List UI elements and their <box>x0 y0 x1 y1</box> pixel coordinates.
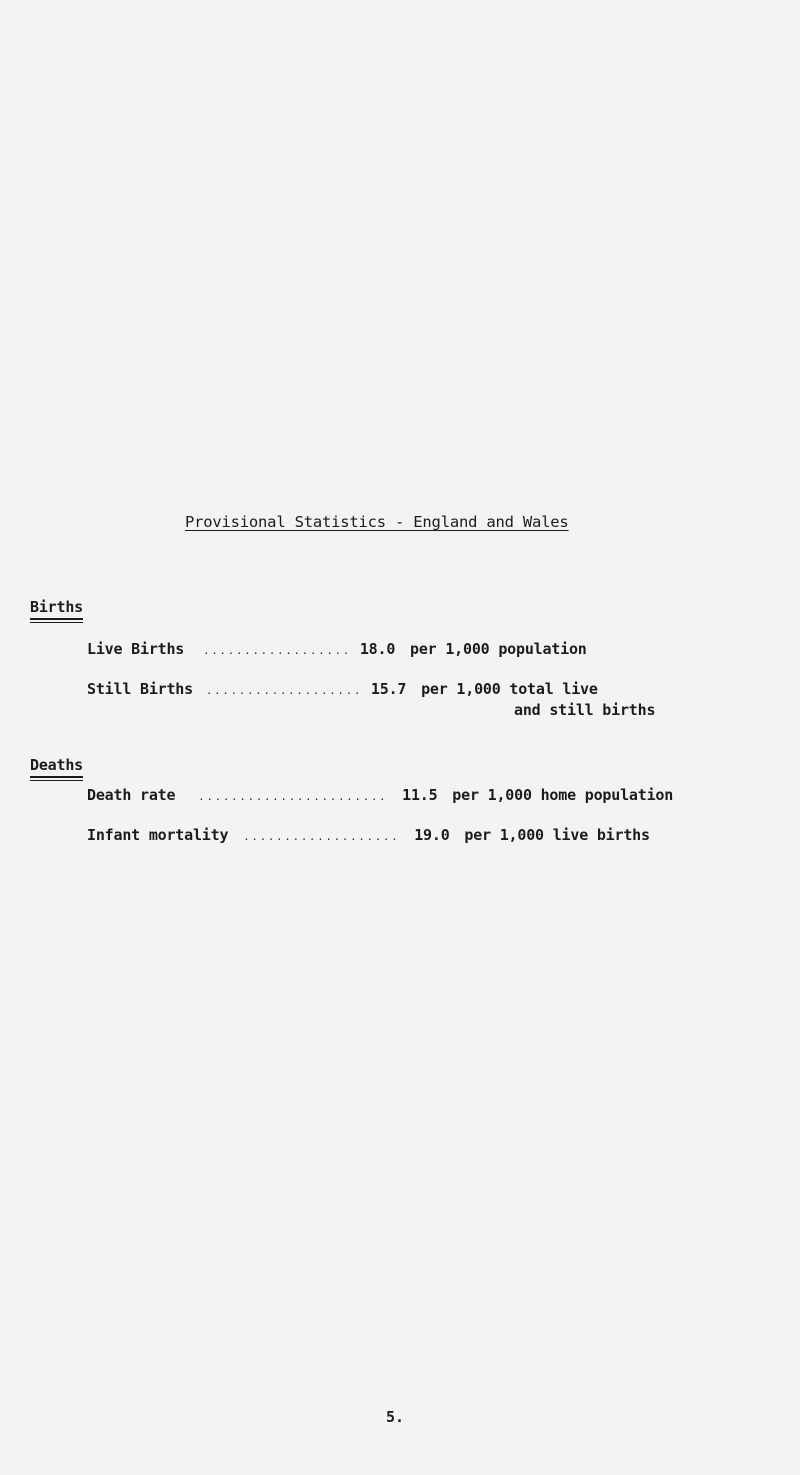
death-rate-value: 11.5 <box>402 786 438 804</box>
page-number: 5. <box>386 1408 405 1426</box>
live-births-label: Live Births <box>87 640 185 658</box>
still-births-value: 15.7 <box>370 680 407 698</box>
death-rate-leader: ....................... <box>198 790 388 803</box>
still-births-row <box>87 680 598 698</box>
live-births-leader: .................. <box>202 644 351 657</box>
infant-mortality-row <box>87 826 650 844</box>
live-births-unit: per 1,000 population <box>410 640 587 658</box>
infant-mortality-leader: ................... <box>243 830 400 843</box>
still-births-label: Still Births <box>87 680 193 698</box>
infant-mortality-label: Infant mortality <box>87 826 229 844</box>
infant-mortality-unit: per 1,000 live births <box>464 826 650 844</box>
still-births-leader: ................... <box>205 684 363 697</box>
death-rate-row <box>87 786 673 804</box>
infant-mortality-value: 19.0 <box>414 826 450 844</box>
document-title: Provisional Statistics - England and Wales <box>185 513 569 531</box>
death-rate-label: Death rate <box>87 786 176 804</box>
death-rate-unit: per 1,000 home population <box>452 786 674 804</box>
still-births-unit-line2: and still births <box>514 701 656 719</box>
still-births-unit: per 1,000 total live <box>421 680 598 698</box>
deaths-heading: Deaths <box>30 756 83 774</box>
live-births-row <box>87 640 587 658</box>
births-heading: Births <box>30 598 83 616</box>
live-births-value: 18.0 <box>359 640 396 658</box>
